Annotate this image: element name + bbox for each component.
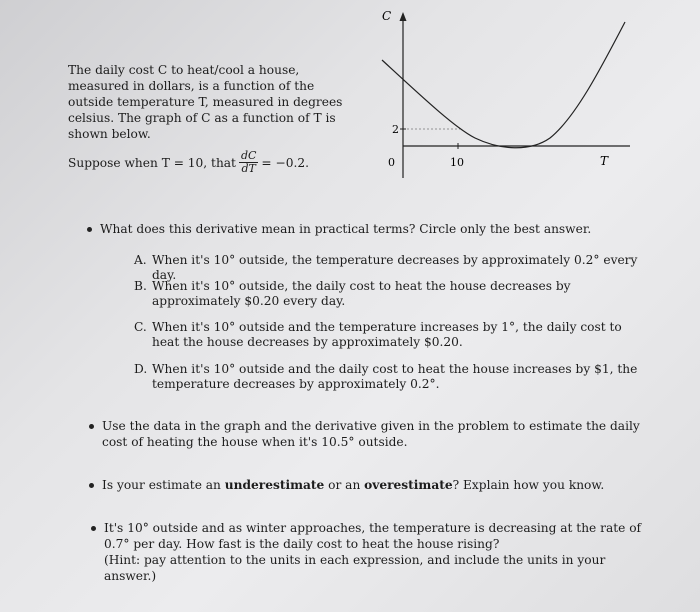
derivative-value: = −0.2. [261, 155, 309, 170]
option-b-letter: B. [134, 279, 147, 293]
question-3 [102, 477, 647, 493]
overestimate-term: overestimate [364, 478, 453, 492]
option-c-letter: C. [134, 320, 147, 334]
derivative-statement [68, 150, 309, 175]
question-1-text: What does this derivative mean in practical terms? Circle only the best answer. [100, 222, 592, 236]
question-3-pre: Is your estimate an [102, 478, 225, 492]
option-a-text: When it's 10° outside, the temperature decreases by approximately 0.2° every day. [152, 253, 638, 282]
y-axis-label: C [382, 9, 392, 23]
bullet-dot [89, 483, 94, 488]
question-2-text: Use the data in the graph and the derivative given in the problem to estimate the daily cost of heating the house when it's 10.5° outside. [102, 419, 640, 449]
option-b[interactable] [134, 279, 644, 309]
option-c-text: When it's 10° outside and the temperature increases by 1°, the daily cost to heat the house decreases by approximately $0.20. [152, 320, 622, 349]
question-3-mid: or an [324, 478, 365, 492]
question-4 [104, 520, 649, 584]
suppose-prefix: Suppose when T = 10, that [68, 155, 236, 170]
x-tick-label: 10 [450, 156, 464, 169]
derivative-denominator: dT [241, 162, 256, 175]
option-d-letter: D. [134, 362, 148, 376]
option-a-letter: A. [134, 253, 147, 267]
bullet-dot [91, 526, 96, 531]
problem-intro: The daily cost C to heat/cool a house, measured in dollars, is a function of the outside temperature T, measured in degrees celsius. The graph of C as a function of T is shown below. [68, 63, 343, 141]
x-axis-label: T [600, 154, 609, 168]
option-d-text: When it's 10° outside and the daily cost to heat the house increases by $1, the temperature decreases by approximately 0.2°. [152, 362, 638, 391]
bullet-dot [87, 227, 92, 232]
cost-curve [382, 22, 625, 148]
underestimate-term: underestimate [224, 478, 325, 492]
y-axis-arrow [400, 12, 407, 21]
y-tick-label: 2 [392, 123, 399, 136]
derivative-fraction [239, 150, 258, 175]
question-3-post: ? Explain how you know. [452, 478, 605, 492]
option-d[interactable] [134, 362, 644, 392]
derivative-numerator: dC [240, 149, 257, 162]
origin-label: 0 [388, 156, 395, 169]
option-c[interactable] [134, 320, 644, 350]
option-b-text: When it's 10° outside, the daily cost to heat the house decreases by approximately $0.20 every day. [152, 279, 571, 308]
question-2 [102, 418, 647, 450]
question-1 [100, 221, 660, 237]
bullet-dot [89, 424, 94, 429]
question-4-text: It's 10° outside and as winter approaches, the temperature is decreasing at the rate of 0.7° per day. How fast is the daily cost to heat the house rising? [104, 521, 642, 551]
question-4-hint: (Hint: pay attention to the units in each expression, and include the units in your answer.) [104, 553, 606, 583]
cost-graph [360, 0, 650, 190]
